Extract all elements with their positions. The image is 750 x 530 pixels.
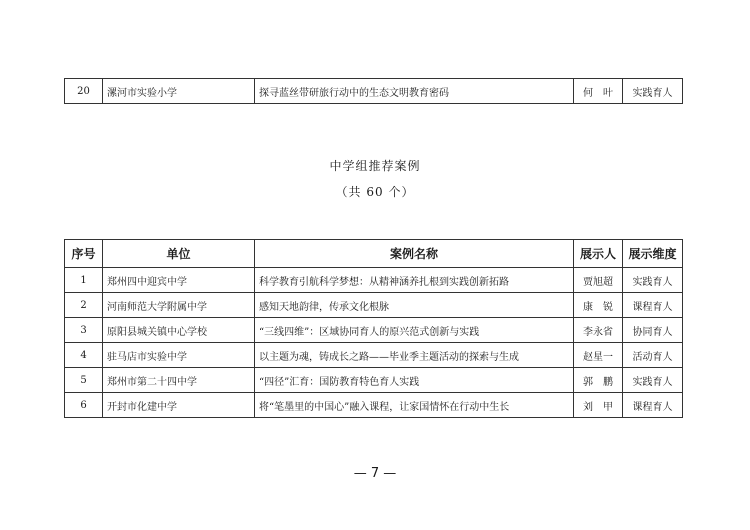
row-unit: 郑州市第二十四中学 [103,368,255,393]
header-number: 序号 [65,240,103,268]
row-presenter: 赵星一 [574,343,623,368]
row-presenter: 李永省 [574,318,623,343]
row-dimension: 实践育人 [623,79,683,104]
header-unit: 单位 [103,240,255,268]
row-dimension: 课程育人 [623,393,683,418]
row-case-name: “三线四维”：区域协同育人的原兴范式创新与实践 [255,318,574,343]
recommended-cases-table [64,239,683,418]
section-count: （共 60 个） [335,185,415,199]
row-dimension: 实践育人 [623,368,683,393]
row-number: 6 [65,393,103,418]
table-row [65,293,683,318]
header-case-name: 案例名称 [255,240,574,268]
header-dimension: 展示维度 [623,240,683,268]
row-presenter: 何 叶 [574,79,623,104]
header-presenter: 展示人 [574,240,623,268]
page-number: — 7 — [353,466,397,481]
row-case-name: 科学教育引航科学梦想：从精神涵养扎根到实践创新拓路 [255,268,574,293]
table-row [65,343,683,368]
table-row [65,393,683,418]
row-case-name: “四径”汇育：国防教育特色育人实践 [255,368,574,393]
row-presenter: 康 锐 [574,293,623,318]
table-row [65,368,683,393]
row-dimension: 课程育人 [623,293,683,318]
row-number: 1 [65,268,103,293]
row-case-name: 感知天地韵律，传承文化根脉 [255,293,574,318]
section-title: 中学组推荐案例 [329,159,421,173]
row-unit: 河南师范大学附属中学 [103,293,255,318]
row-unit: 郑州四中迎宾中学 [103,268,255,293]
row-unit: 驻马店市实验中学 [103,343,255,368]
row-number: 3 [65,318,103,343]
row-number: 5 [65,368,103,393]
table-row [65,318,683,343]
row-dimension: 活动育人 [623,343,683,368]
previous-table [64,78,683,104]
row-unit: 原阳县城关镇中心学校 [103,318,255,343]
row-dimension: 实践育人 [623,268,683,293]
row-number: 20 [65,79,103,104]
table-row [65,79,683,104]
row-case-name: 探寻蓝丝带研旅行动中的生态文明教育密码 [255,79,574,104]
row-presenter: 刘 甲 [574,393,623,418]
row-number: 2 [65,293,103,318]
table-row [65,268,683,293]
row-presenter: 郭 鹏 [574,368,623,393]
row-number: 4 [65,343,103,368]
row-presenter: 贾旭超 [574,268,623,293]
row-unit: 开封市化建中学 [103,393,255,418]
row-case-name: 将“笔墨里的中国心”融入课程，让家国情怀在行动中生长 [255,393,574,418]
row-dimension: 协同育人 [623,318,683,343]
table-header-row [65,240,683,268]
row-unit: 漯河市实验小学 [103,79,255,104]
row-case-name: 以主题为魂，铸成长之路——毕业季主题活动的探索与生成 [255,343,574,368]
